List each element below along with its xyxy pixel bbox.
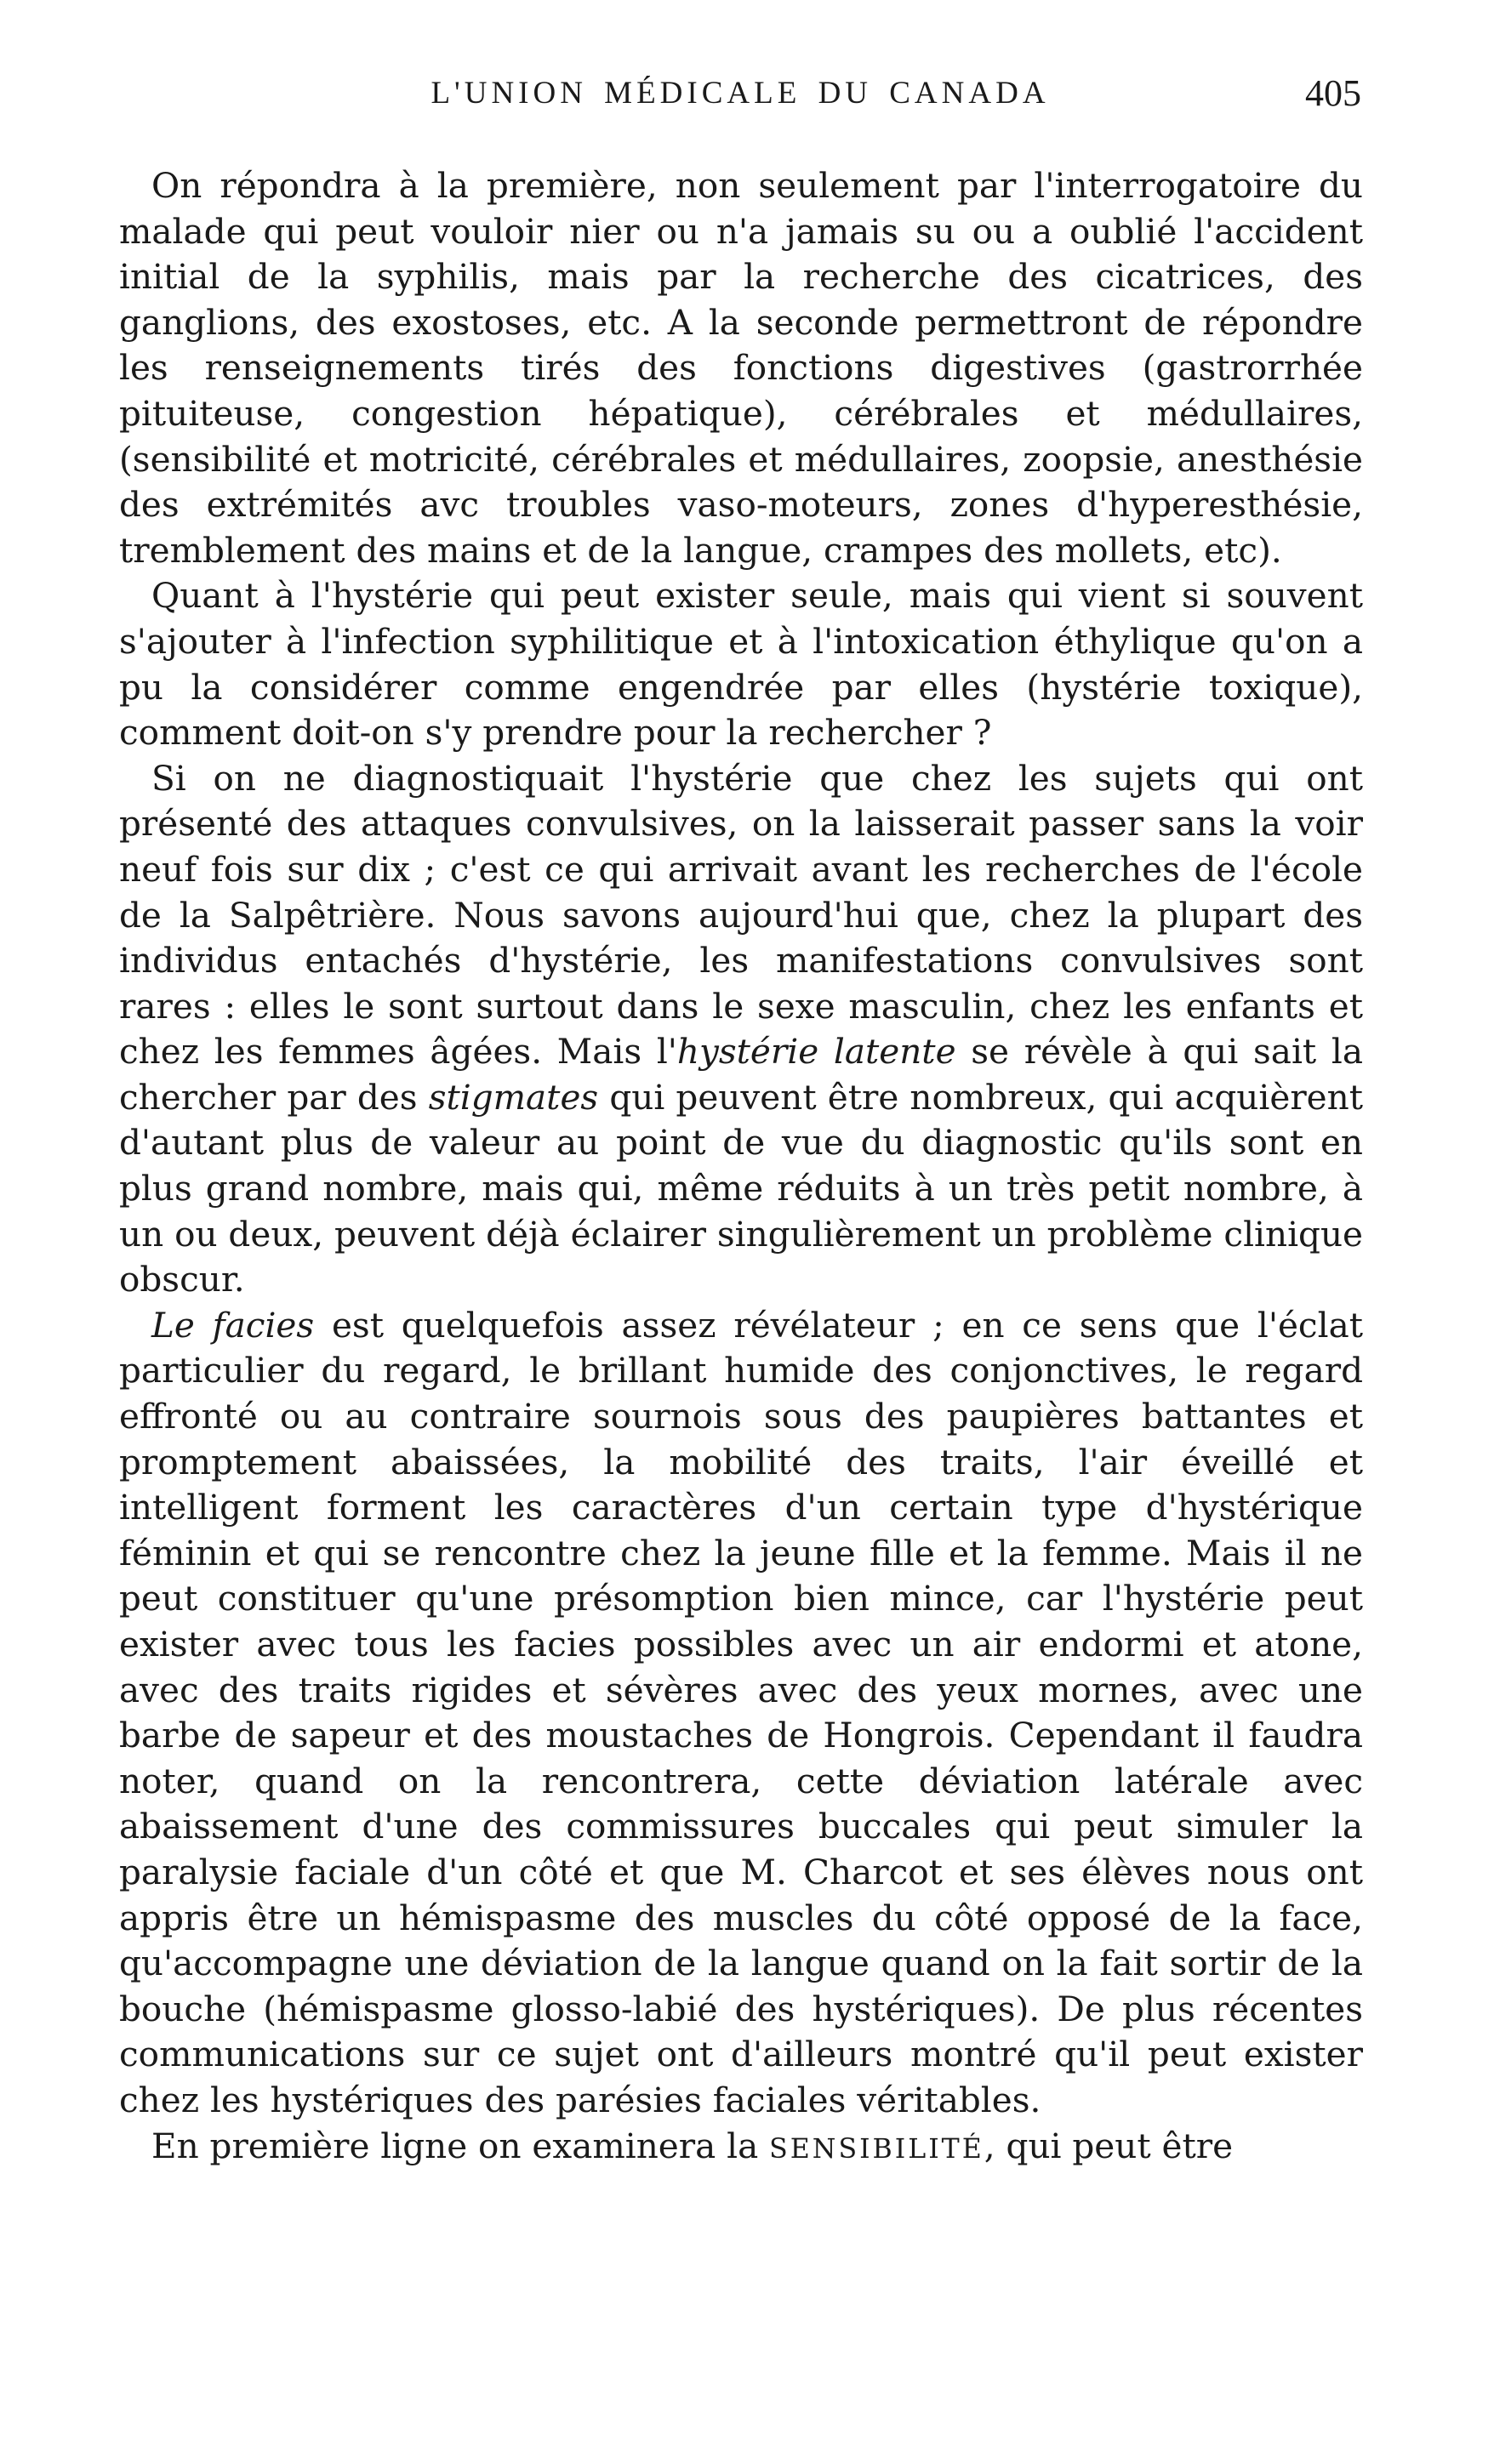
paragraph-5: [119, 2124, 1363, 2173]
article-body: [119, 163, 1363, 2172]
paragraph-1: On répondra à la première, non seulement par l'interrogatoire du malade qui peut vouloir nier ou n'a jamais su ou a oublié l'accident initial de la syphilis, mais par la recherche des cicatrices, des ganglions, des exostoses, etc. A la seconde permettront de répondre les renseignements tirés des fonctions digestives (gastrorrhée pituiteuse, congestion hépatique), cérébrales et médullaires, (sensibilité et motricité, cérébrales et médullaires, zoopsie, anesthésie des extrémités avc troubles vaso-moteurs, zones d'hyperesthésie, tremblement des mains et de la langue, crampes des mollets, etc).: [119, 165, 1363, 571]
smallcaps-term-sensibilite: SENSIBILITÉ: [769, 2133, 984, 2165]
paragraph-5-text-b: , qui peut être: [984, 2125, 1234, 2166]
italic-term-le-facies: Le facies: [151, 1304, 315, 1346]
page-number: 405: [1305, 72, 1361, 114]
paragraph-3-text-b: se révèle à qui sait la chercher par des: [119, 1031, 1363, 1118]
paragraph-2: Quant à l'hystérie qui peut exister seule, mais qui vient si souvent s'ajouter à l'infection syphilitique et à l'intoxication éthylique qu'on a pu la considérer comme engendrée par elles (hystérie toxique), comment doit-on s'y prendre pour la rechercher ?: [119, 575, 1363, 754]
paragraph-3: [119, 756, 1363, 1303]
running-header: [119, 72, 1361, 126]
italic-term-stigmates: stigmates: [428, 1076, 599, 1118]
paragraph-5-text-a: En première ligne on examinera la: [151, 2125, 770, 2166]
paragraph-4: [119, 1303, 1363, 2124]
paragraph-3-text-a: Si on ne diagnostiquait l'hystérie que chez les sujets qui ont présenté des attaques convulsives, on la laisserait passer sans la voir neuf fois sur dix ; c'est ce qui arrivait avant les recherches de l'école de la Salpêtrière. Nous savons aujourd'hui que, chez la plupart des individus entachés d'hystérie, les manifestations convulsives sont rares : elles le sont surtout dans le sexe masculin, chez les enfants et chez les femmes âgées. Mais l': [119, 757, 1363, 1073]
paragraph-3-text-c: qui peuvent être nombreux, qui acquièrent d'autant plus de valeur au point de vue du diagnostic qu'ils sont en plus grand nombre, mais qui, même réduits à un très petit nombre, à un ou deux, peuvent déjà éclairer singulièrement un problème clinique obscur.: [119, 1076, 1364, 1300]
journal-title: L'UNION MÉDICALE DU CANADA: [431, 76, 1050, 111]
paragraph-4-text: est quelquefois assez révélateur ; en ce sens que l'éclat particulier du regard, le brillant humide des conjonctives, le regard effronté ou au contraire sournois sous des paupières battantes et promptement abaissées, la mobilité des traits, l'air éveillé et intelligent forment les caractères d'un certain type d'hystérique féminin et qui se rencontre chez la jeune fille et la femme. Mais il ne peut constituer qu'une présomption bien mince, car l'hystérie peut exister avec tous les facies possibles avec un air endormi et atone, avec des traits rigides et sévères avec des yeux mornes, avec une barbe de sapeur et des moustaches de Hongrois. Cependant il faudra noter, quand on la rencontrera, cette déviation latérale avec abaissement d'une des commissures buccales qui peut simuler la paralysie faciale d'un côté et que M. Charcot et ses élèves nous ont appris être un hémispasme des muscles du côté opposé de la face, qu'accompagne une déviation de la langue quand on la fait sortir de la bouche (hémispasme glosso-labié des hystériques). De plus récentes communications sur ce sujet ont d'ailleurs montré qu'il peut exister chez les hystériques des parésies faciales véritables.: [119, 1304, 1363, 2120]
italic-term-hysterie-latente: hystérie latente: [676, 1031, 956, 1073]
